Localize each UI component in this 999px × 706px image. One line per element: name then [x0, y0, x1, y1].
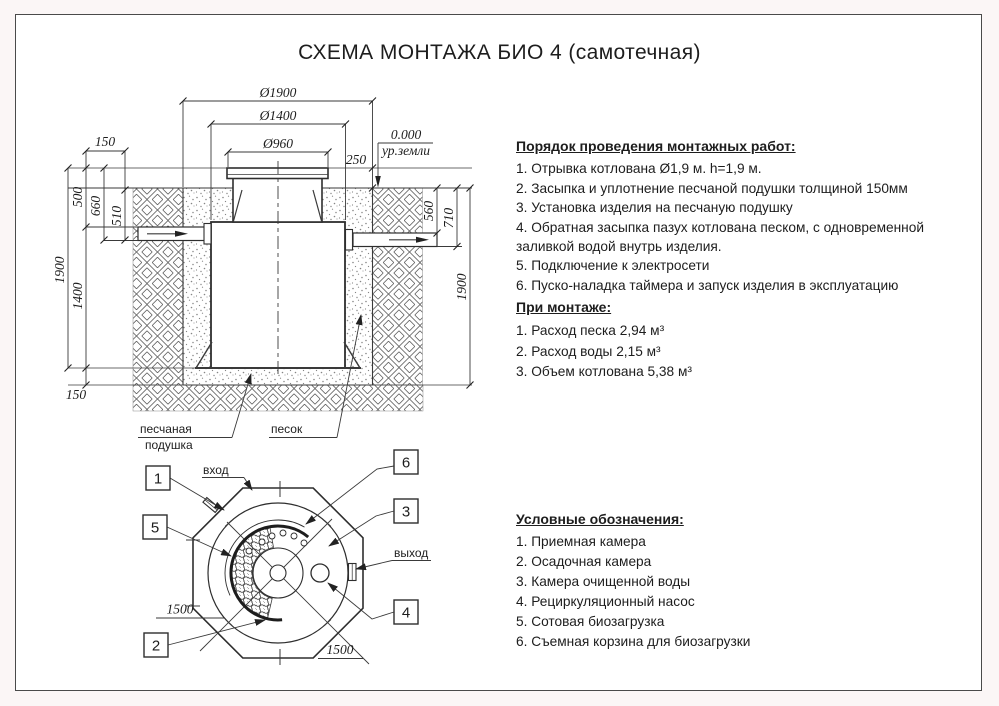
outlet-pipe	[346, 230, 438, 251]
legend-item: 3. Камера очищенной воды	[516, 574, 691, 589]
legend-heading: Условные обозначения:	[516, 511, 684, 527]
procedure-item: 1. Отрывка котлована Ø1,9 м. h=1,9 м.	[516, 161, 762, 177]
page-title: СХЕМА МОНТАЖА БИО 4 (самотечная)	[298, 41, 701, 64]
callout-1-number: 1	[153, 470, 163, 488]
callout-2	[144, 633, 168, 657]
basket-center	[270, 565, 286, 581]
montage-heading: При монтаже:	[516, 299, 612, 315]
procedure-item: 5. Подключение к электросети	[516, 258, 710, 274]
callout-3-number: 3	[401, 503, 411, 521]
tank-lid	[227, 168, 328, 179]
procedure-section	[516, 137, 968, 295]
top-view-drawing	[143, 450, 431, 665]
callout-4-number: 4	[401, 604, 411, 622]
legend-item: 5. Сотовая биозагрузка	[516, 614, 665, 629]
callout-6	[394, 450, 418, 474]
procedure-item: 3. Установка изделия на песчаную подушку	[516, 200, 793, 216]
label-cushion: песчаная	[140, 422, 192, 436]
dim-depth-left: 1900	[52, 256, 67, 284]
procedure-heading: Порядок проведения монтажных работ:	[516, 138, 796, 154]
montage-section	[516, 297, 968, 383]
callout-5-number: 5	[150, 519, 160, 537]
dim-cushion: 150	[65, 387, 87, 402]
legend-item: 2. Осадочная камера	[516, 554, 652, 569]
dim-ground-label: ур.земли	[381, 143, 431, 158]
inlet-pipe	[138, 224, 211, 245]
label-inlet: вход	[203, 463, 229, 477]
label-cushion-2: подушка	[145, 438, 193, 452]
dim-lid-above: 250	[345, 152, 367, 167]
dim-pipe-len: 150	[94, 134, 116, 149]
legend-item: 6. Съемная корзина для биозагрузки	[516, 634, 751, 649]
callout-5	[143, 515, 167, 539]
dim-inlet-b: 660	[88, 195, 103, 217]
procedure-item: 2. Засыпка и уплотнение песчаной подушки толщиной 150мм	[516, 180, 908, 196]
dim-outlet-a: 560	[421, 200, 436, 222]
dim-width-1: 1500	[166, 601, 194, 617]
legend-item: 4. Рециркуляционный насос	[516, 594, 695, 609]
legend-item: 1. Приемная камера	[516, 534, 646, 549]
label-sand: песок	[271, 422, 303, 436]
label-outlet: выход	[394, 546, 429, 560]
dim-width-2: 1500	[326, 642, 354, 657]
level-arrow-icon	[375, 176, 381, 188]
dim-inlet-a: 500	[70, 186, 85, 208]
dim-body-height: 1400	[70, 282, 85, 310]
callout-2-number: 2	[151, 637, 161, 655]
ground-level-mark	[375, 127, 433, 188]
dim-dia-lid: Ø960	[263, 136, 293, 151]
callout-4	[394, 600, 418, 624]
cross-section-drawing	[52, 85, 474, 452]
dim-outlet-b: 710	[441, 207, 456, 229]
dim-dia-body: Ø1400	[259, 108, 297, 123]
dim-depth-right: 1900	[454, 273, 469, 301]
procedure-item: 4. Обратная засыпка пазух котлована песком, с одновременной заливкой водой внутрь изделия.	[516, 219, 924, 255]
callout-3	[394, 499, 418, 523]
procedure-item: 6. Пуско-наладка таймера и запуск изделия в эксплуатацию	[516, 277, 899, 293]
dim-dia-pit: Ø1900	[259, 85, 297, 100]
inlet-stub	[203, 498, 219, 513]
montage-item: 1. Расход песка 2,94 м³	[516, 322, 665, 338]
callout-1	[146, 466, 170, 490]
montage-item: 3. Объем котлована 5,38 м³	[516, 364, 692, 380]
legend-section	[516, 509, 968, 652]
dim-level-zero: 0.000	[390, 127, 422, 142]
dim-inlet-c: 510	[109, 205, 124, 227]
montage-item: 2. Расход воды 2,15 м³	[516, 343, 661, 359]
pump-circle	[311, 564, 329, 582]
callout-6-number: 6	[401, 454, 411, 472]
outlet-stub	[349, 564, 357, 581]
